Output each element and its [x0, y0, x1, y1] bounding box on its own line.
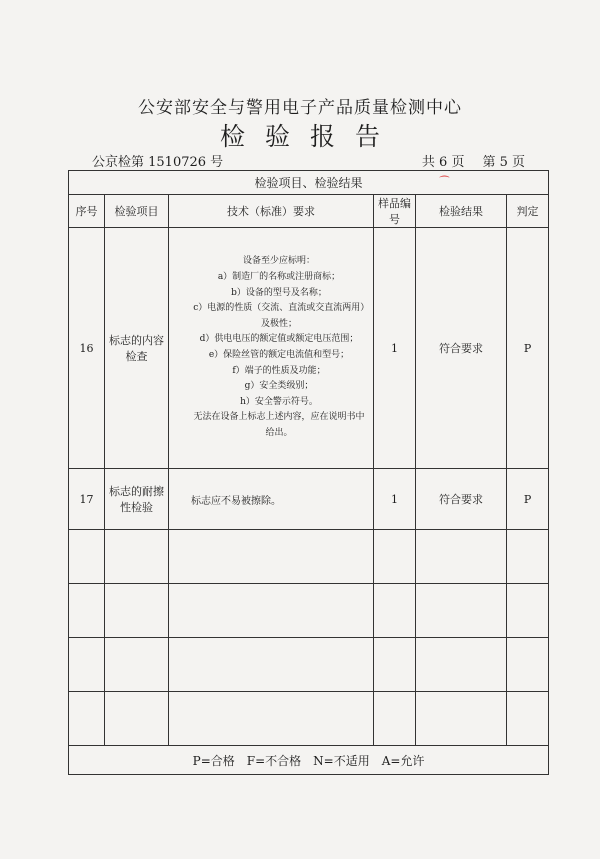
empty-row [69, 638, 549, 692]
report-title: 检验报告 [219, 122, 400, 151]
red-pen-mark: ⁀ [440, 176, 449, 189]
req-line: f）端子的性质及功能； [232, 365, 326, 376]
table-row [69, 469, 549, 530]
legend-row [69, 746, 549, 775]
row-seq: 17 [69, 469, 105, 530]
total-pages: 共 6 页 [421, 155, 465, 170]
col-header-sample: 样品编号 [374, 195, 416, 228]
col-header-seq: 序号 [69, 195, 105, 228]
row-item: 标志的耐擦性检验 [105, 469, 169, 530]
row-verdict: P [507, 228, 549, 469]
row-seq: 16 [69, 228, 105, 469]
col-header-requirement: 技术（标准）要求 [169, 195, 374, 228]
row-verdict: P [507, 469, 549, 530]
req-line: 设备至少应标明： [242, 256, 315, 267]
legend: P=合格 F=不合格 N=不适用 A=允许 [69, 746, 549, 775]
req-line: a）制造厂的名称或注册商标； [217, 272, 341, 283]
table-row [69, 228, 549, 469]
req-line: d）供电电压的额定值或额定电压范围； [199, 334, 359, 345]
empty-row [69, 584, 549, 638]
col-header-item: 检验项目 [105, 195, 169, 228]
req-line: g）安全类级别； [244, 381, 314, 392]
row-requirement: 标志应不易被擦除。 [169, 469, 374, 530]
empty-row [69, 692, 549, 746]
req-line: 无法在设备上标志上述内容，应在说明书中给出。 [193, 412, 365, 438]
col-header-verdict: 判定 [507, 195, 549, 228]
row-sample: 1 [374, 228, 416, 469]
page-info [416, 151, 525, 170]
row-result: 符合要求 [416, 228, 507, 469]
section-title: 检验项目、检验结果 [69, 171, 549, 195]
req-line: e）保险丝管的额定电流值和型号； [208, 350, 350, 360]
empty-row [69, 530, 549, 584]
report-number: 公京检第 1510726 号 [92, 155, 224, 170]
req-line: b）设备的型号及名称； [231, 287, 327, 298]
req-line: h）安全警示符号。 [240, 396, 318, 407]
row-requirement [169, 228, 374, 469]
req-line: c）电源的性质（交流、直流或交直流两用）及极性； [193, 303, 365, 329]
page-number: 第 5 页 [482, 155, 525, 170]
row-result: 符合要求 [416, 469, 507, 530]
col-header-result: 检验结果 [416, 195, 507, 228]
inspection-table [68, 170, 549, 775]
row-sample: 1 [374, 469, 416, 530]
org-name: 公安部安全与警用电子产品质量检测中心 [138, 98, 462, 118]
row-item: 标志的内容检查 [105, 228, 169, 469]
